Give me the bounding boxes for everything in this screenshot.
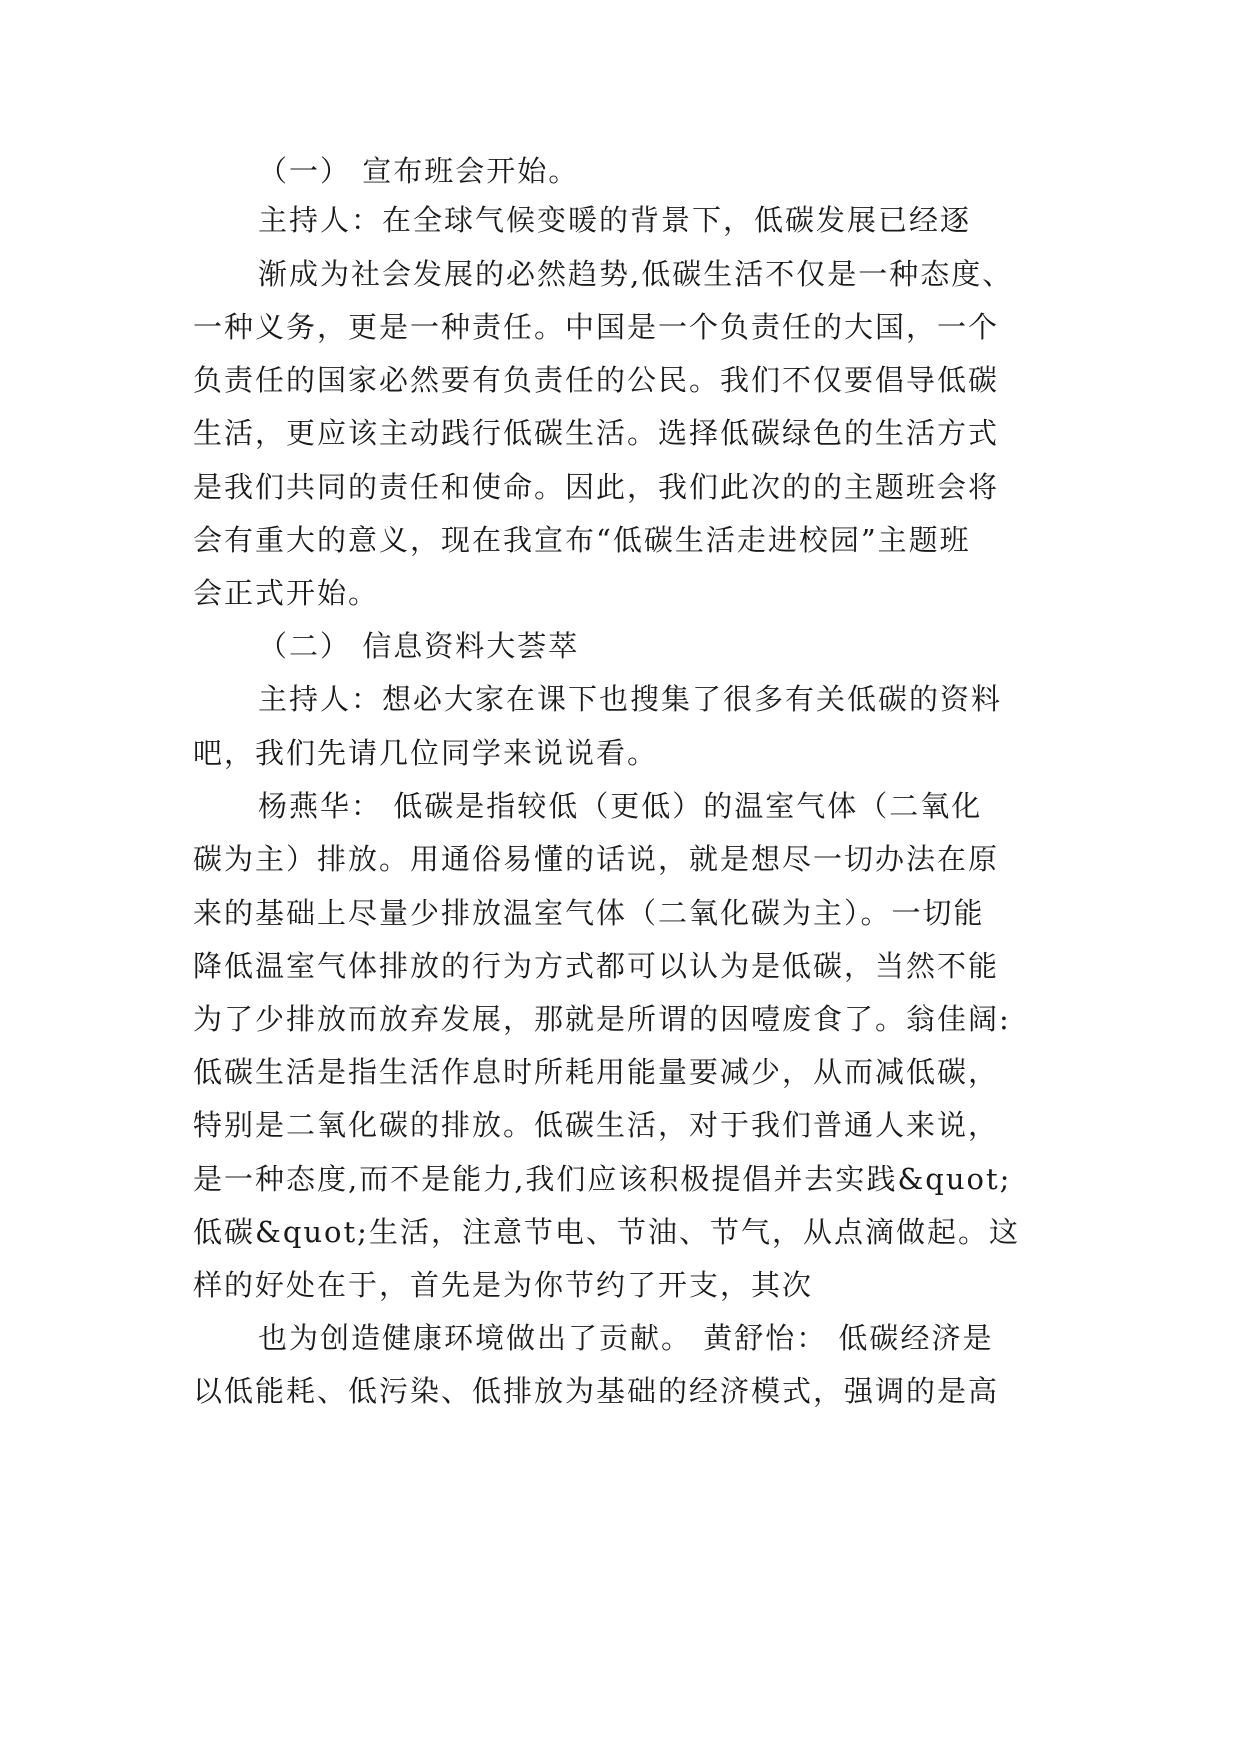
paragraph-line: 样的好处在于，首先是为你节约了开支，其次: [193, 1268, 814, 1302]
paragraph-line: 来的基础上尽量少排放温室气体（二氧化碳为主）。一切能: [193, 896, 985, 930]
paragraph-line: 特别是二氧化碳的排放。低碳生活，对于我们普通人来说，: [193, 1108, 1000, 1142]
paragraph-line: 低碳&quot;生活，注意节电、节油、节气，从点滴做起。这: [193, 1215, 1020, 1249]
paragraph-line: 主持人：在全球气候变暖的背景下，低碳发展已经逐: [258, 203, 972, 237]
paragraph-line: 是一种态度,而不是能力,我们应该积极提倡并去实践&quot;: [193, 1162, 1012, 1196]
paragraph-line: 主持人：想必大家在课下也搜集了很多有关低碳的资料: [258, 682, 1003, 716]
paragraph-line: 低碳生活是指生活作息时所耗用能量要减少，从而减低碳，: [193, 1055, 1000, 1089]
paragraph-line: 一种义务，更是一种责任。中国是一个负责任的大国，一个: [193, 310, 1000, 344]
paragraph-line: 会有重大的意义，现在我宣布“低碳生活走进校园”主题班: [193, 523, 971, 557]
paragraph-line: 也为创造健康环境做出了贡献。 黄舒怡： 低碳经济是: [258, 1321, 994, 1355]
section-heading-2: （二） 信息资料大荟萃: [258, 629, 580, 663]
paragraph-line: 降低温室气体排放的行为方式都可以认为是低碳，当然不能: [193, 949, 1000, 983]
paragraph-line: 负责任的国家必然要有负责任的公民。我们不仅要倡导低碳: [193, 363, 1000, 397]
paragraph-line: 生活，更应该主动践行低碳生活。选择低碳绿色的生活方式: [193, 416, 1000, 450]
paragraph-line: 是我们共同的责任和使命。因此，我们此次的的主题班会将: [193, 470, 1000, 504]
section-heading-1: （一） 宣布班会开始。: [258, 154, 580, 188]
paragraph-line: 杨燕华： 低碳是指较低（更低）的温室气体（二氧化: [258, 789, 983, 823]
paragraph-line: 会正式开始。: [193, 576, 380, 610]
paragraph-line: 吧，我们先请几位同学来说说看。: [193, 736, 659, 770]
paragraph-line: 为了少排放而放弃发展，那就是所谓的因噎废食了。翁佳阔:: [193, 1002, 1011, 1036]
paragraph-line: 以低能耗、低污染、低排放为基础的经济模式，强调的是高: [193, 1374, 1000, 1408]
paragraph-line: 渐成为社会发展的必然趋势,低碳生活不仅是一种态度、: [258, 257, 1014, 291]
paragraph-line: 碳为主）排放。用通俗易懂的话说，就是想尽一切办法在原: [193, 842, 1000, 876]
